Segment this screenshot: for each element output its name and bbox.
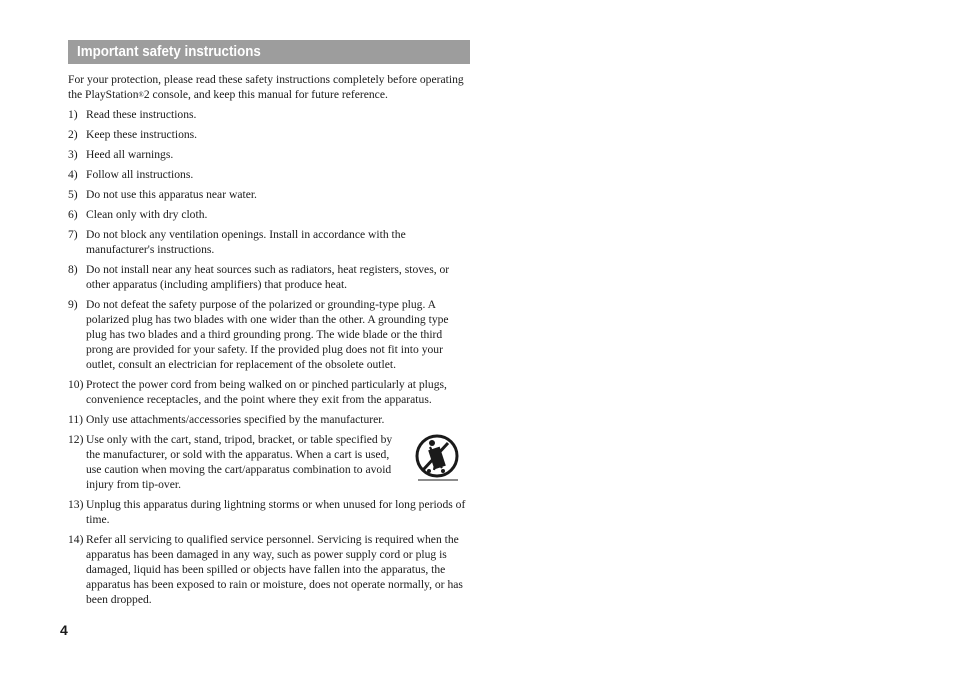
instruction-item-10 [68, 377, 470, 407]
instruction-item-3 [68, 147, 470, 162]
item-text: Follow all instructions. [86, 168, 194, 181]
instruction-item-5 [68, 187, 470, 202]
item-text: Use only with the cart, stand, tripod, bracket, or table specified by the manufacturer, or sold with the apparatus. When a cart is used, use caution when moving the cart/apparatus combination to avoid injury from tip-over. [86, 433, 393, 491]
registered-mark: ® [138, 91, 144, 99]
intro-text-1: For your protection, please read these safety instructions completely before operating the PlayStation [68, 73, 464, 101]
instruction-item-2 [68, 127, 470, 142]
instruction-item-4 [68, 167, 470, 182]
instruction-item-12 [68, 432, 470, 492]
item-number: 6) [68, 208, 78, 221]
item-text: Clean only with dry cloth. [86, 208, 208, 221]
cart-tipover-warning-icon [414, 434, 460, 482]
item-number: 4) [68, 168, 78, 181]
item-number: 5) [68, 188, 78, 201]
instruction-item-7 [68, 227, 470, 257]
item-text: Keep these instructions. [86, 128, 198, 141]
item-number: 14) [68, 533, 84, 546]
item-text: Do not block any ventilation openings. Install in accordance with the manufacturer's instructions. [86, 228, 406, 256]
section-header-bar [68, 40, 470, 64]
item-number: 2) [68, 128, 78, 141]
item-text: Do not defeat the safety purpose of the polarized or grounding-type plug. A polarized plug has two blades with one wider than the other. A grounding type plug has two blades and a third grounding prong. The wide blade or the third prong are provided for your safety. If the provided plug does not fit into your outlet, consult an electrician for replacement of the obsolete outlet. [86, 298, 449, 371]
item-text: Heed all warnings. [86, 148, 174, 161]
item-text: Read these instructions. [86, 108, 197, 121]
item-text: Protect the power cord from being walked on or pinched particularly at plugs, convenience receptacles, and the point where they exit from the apparatus. [86, 378, 447, 406]
instruction-item-1 [68, 107, 470, 122]
item-number: 8) [68, 263, 78, 276]
instruction-item-13 [68, 497, 470, 527]
item-number: 7) [68, 228, 78, 241]
instruction-item-14 [68, 532, 470, 607]
item-number: 11) [68, 413, 84, 426]
item-text: Refer all servicing to qualified service personnel. Servicing is required when the apparatus has been damaged in any way, such as power supply cord or plug is damaged, liquid has been spilled or objects have fallen into the apparatus, the apparatus has been exposed to rain or moisture, does not operate normally, or has been dropped. [86, 533, 463, 606]
intro-paragraph [68, 72, 470, 104]
item-text: Unplug this apparatus during lightning storms or when unused for long periods of time. [86, 498, 466, 526]
item-number: 10) [68, 378, 84, 391]
section-title: Important safety instructions [77, 44, 261, 60]
item-text: Only use attachments/accessories specified by the manufacturer. [86, 413, 385, 426]
item-number: 3) [68, 148, 78, 161]
item-number: 9) [68, 298, 78, 311]
instruction-item-8 [68, 262, 470, 292]
page-number: 4 [60, 622, 68, 638]
instruction-item-9 [68, 297, 470, 372]
instruction-item-6 [68, 207, 470, 222]
instruction-item-11 [68, 412, 470, 427]
item-text: Do not install near any heat sources such as radiators, heat registers, stoves, or other apparatus (including amplifiers) that produce heat. [86, 263, 450, 291]
intro-text-2: 2 console, and keep this manual for future reference. [143, 88, 388, 101]
item-number: 1) [68, 108, 78, 121]
item-number: 13) [68, 498, 84, 511]
item-text: Do not use this apparatus near water. [86, 188, 257, 201]
item-number: 12) [68, 433, 84, 446]
